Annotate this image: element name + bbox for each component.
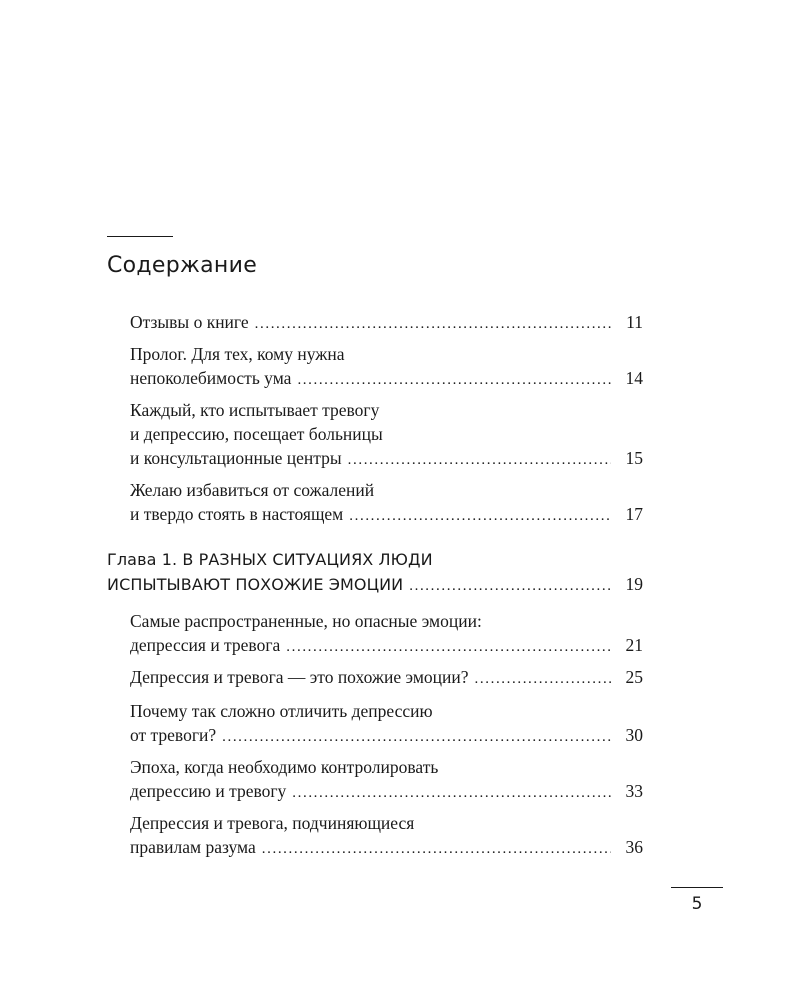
dot-leader: [475, 667, 611, 691]
toc-entry-text: и депрессию, посещает больницы: [130, 424, 383, 444]
toc-entry: [130, 342, 643, 392]
toc-entry-line: [130, 366, 643, 392]
toc-entry-line: [130, 310, 643, 336]
toc-entry-text: и твердо стоять в настоящем: [130, 504, 344, 524]
toc-entry-line: [130, 342, 643, 366]
toc-entry-text: непоколебимость ума: [130, 368, 292, 388]
toc-entry-text: и консультационные центры: [130, 448, 342, 468]
dot-leader: [348, 448, 611, 472]
toc-entry-line: [130, 502, 643, 528]
toc-entry-line: [130, 723, 643, 749]
toc-page-number: 17: [625, 504, 643, 524]
toc-entry: [130, 310, 643, 336]
toc-entry: [130, 398, 643, 472]
toc-entry-text: Каждый, кто испытывает тревогу: [130, 400, 380, 420]
dot-leader: [409, 574, 611, 598]
toc-page-number: 36: [625, 837, 643, 857]
toc-entry-text: Пролог. Для тех, кому нужна: [130, 344, 345, 364]
toc-entry-text: Отзывы о книге: [130, 312, 249, 332]
toc-page-number: 33: [625, 781, 643, 801]
toc-page-number: 14: [625, 368, 643, 388]
toc-entry-line: [130, 398, 643, 422]
toc-chapter-text: Глава 1. В РАЗНЫХ СИТУАЦИЯХ ЛЮДИ: [107, 550, 433, 569]
toc-page-number: 21: [625, 635, 643, 655]
toc-chapter-entry: [107, 548, 643, 598]
dot-leader: [297, 368, 611, 392]
dot-leader: [286, 635, 611, 659]
toc-entry-line: [130, 755, 643, 779]
toc-entry-text: Почему так сложно отличить депрессию: [130, 701, 433, 721]
toc-page-number: 19: [625, 574, 643, 594]
toc-entry-line: [130, 422, 643, 446]
toc-entry-text: Депрессия и тревога — это похожие эмоции?: [130, 667, 469, 687]
toc-page-number: 15: [625, 448, 643, 468]
toc-entry-text: Самые распространенные, но опасные эмоции:: [130, 611, 482, 631]
toc-entry: [130, 478, 643, 528]
dot-leader: [262, 837, 611, 861]
dot-leader: [222, 725, 611, 749]
toc-entry-line: [130, 779, 643, 805]
toc-page-number: 30: [625, 725, 643, 745]
toc-entry: [130, 699, 643, 749]
toc-entry-line: [130, 835, 643, 861]
toc-page-number: 11: [626, 312, 643, 332]
footer-rule: [671, 887, 723, 888]
toc-entry: [130, 665, 643, 691]
toc-entry-line: [130, 633, 643, 659]
toc-entry-text: Желаю избавиться от сожалений: [130, 480, 375, 500]
toc-entry-line: [107, 572, 643, 598]
toc-entry-line: [130, 446, 643, 472]
toc-entry-text: Эпоха, когда необходимо контролировать: [130, 757, 439, 777]
dot-leader: [292, 781, 611, 805]
toc-entry-line: [130, 699, 643, 723]
toc-entry-text: правилам разума: [130, 837, 256, 857]
toc-entry-text: депрессию и тревогу: [130, 781, 287, 801]
toc-entry-line: [130, 609, 643, 633]
page-number: 5: [691, 894, 703, 914]
toc-entry-text: Депрессия и тревога, подчиняющиеся: [130, 813, 415, 833]
top-rule: [107, 236, 173, 237]
toc-entry-text: депрессия и тревога: [130, 635, 281, 655]
toc-entry: [130, 755, 643, 805]
dot-leader: [255, 312, 611, 336]
toc-entry: [130, 811, 643, 861]
toc-entry-line: [130, 478, 643, 502]
toc-page-number: 25: [625, 667, 643, 687]
toc-chapter-text: ИСПЫТЫВАЮТ ПОХОЖИЕ ЭМОЦИИ: [107, 575, 404, 594]
toc-entry-line: [107, 548, 643, 572]
toc-title: Содержание: [107, 253, 258, 278]
toc-entry: [130, 609, 643, 659]
toc-entry-line: [130, 811, 643, 835]
toc-entry-line: [130, 665, 643, 691]
dot-leader: [349, 504, 611, 528]
toc-entry-text: от тревоги?: [130, 725, 217, 745]
